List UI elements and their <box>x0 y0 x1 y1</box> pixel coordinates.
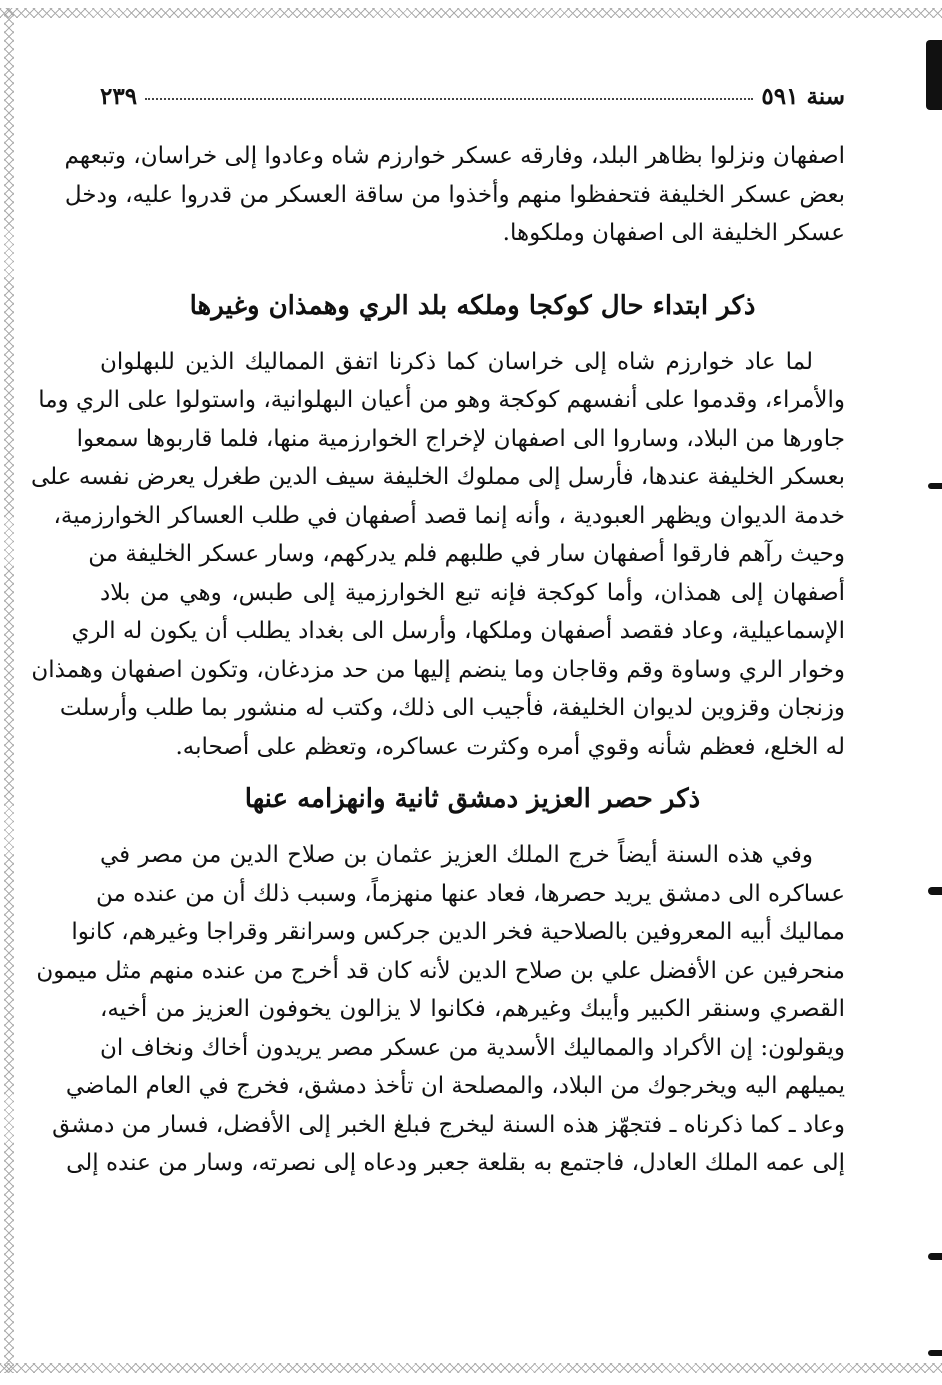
text-line: بعض عسكر الخليفة فتحفظوا منهم وأخذوا من ساقة العسكر من قدروا عليه، ودخل <box>64 181 845 208</box>
book-page <box>31 70 845 1183</box>
year-label: سنة ٥٩١ <box>761 83 845 110</box>
decorative-border-left <box>4 8 14 1373</box>
running-header <box>100 70 845 110</box>
text-line: والأمراء، وقدموا على أنفسهم كوكجة وهو من أعيان البهلوانية، واستولوا على الري وما <box>38 387 845 413</box>
page-number: ٢٣٩ <box>100 83 138 110</box>
text-line: بعسكر الخليفة عندها، فأرسل إلى مملوك الخليفة سيف الدين طغرل يعرض نفسه على <box>31 464 845 490</box>
text-line: خدمة الديوان ويظهر العبودية ، وأنه إنما قصد أصفهان في طلب العساكر الخوارزمية، <box>53 502 845 529</box>
text-line: وحيث رآهم فارقوا أصفهان سار في طلبهم فلم يدركهم، وسار عسكر الخليفة من <box>88 541 845 567</box>
decorative-border-top <box>0 8 942 18</box>
paragraph-2 <box>31 343 845 767</box>
paragraph-3 <box>36 836 845 1183</box>
section-heading-1: ذكر ابتداء حال كوكجا وملكه بلد الري وهمذان وغيرها <box>189 290 756 321</box>
text-line: إلى عمه الملك العادل، فاجتمع به بقلعة جعبر ودعاه إلى نصرته، وسار من عنده إلى <box>66 1150 845 1176</box>
page-edge-mark <box>928 1350 942 1356</box>
page-edge-mark <box>928 1253 942 1260</box>
text-line: له الخلع، فعظم شأنه وقوي أمره وكثرت عساكره، وتعظم على أصحابه. <box>175 733 845 760</box>
text-line: الإسماعيلية، وعاد فقصد أصفهان وملكها، وأرسل الى بغداد يطلب أن يكون له الري <box>71 618 845 644</box>
page-edge-mark <box>926 40 942 110</box>
text-line: منحرفين عن الأفضل علي بن صلاح الدين لأنه كان قد أخرج من عنده منهم مثل ميمون <box>36 957 845 984</box>
paragraph-1 <box>64 137 845 253</box>
text-line: مماليك أبيه المعروفين بالصلاحية فخر الدين جركس وسرانقر وقراجا وغيرهم، كانوا <box>71 919 845 945</box>
text-line: أصفهان إلى همذان، وأما كوكجة فإنه تبع الخوارزمية إلى طبس، وهي من بلاد <box>100 579 845 606</box>
section-heading-2: ذكر حصر العزيز دمشق ثانية وانهزامه عنها <box>244 784 701 814</box>
text-line: وزنجان وقزوين لديوان الخليفة، فأجيب الى ذلك، وكتب له منشور بما طلب وأرسلت <box>59 695 845 721</box>
text-line: لما عاد خوارزم شاه إلى خراسان كما ذكرنا اتفق المماليك الذين للبهلوان <box>100 348 813 375</box>
text-line: عسكر الخليفة الى اصفهان وملكوها. <box>502 220 845 246</box>
decorative-border-bottom <box>0 1363 942 1373</box>
text-line: يميلهم اليه ويخرجوك من البلاد، والمصلحة ان تأخذ دمشق، فخرج في العام الماضي <box>65 1073 845 1099</box>
text-line: وفي هذه السنة أيضاً خرج الملك العزيز عثمان بن صلاح الدين من مصر في <box>100 842 813 868</box>
page-edge-mark <box>928 483 942 489</box>
text-line: عساكره الى دمشق يريد حصرها، فعاد عنها منهزماً، وسبب ذلك أن من عنده من <box>96 880 845 907</box>
page-edge-mark <box>928 887 942 895</box>
text-line: ويقولون: إن الأكراد والمماليك الأسدية من عسكر مصر يريدون أخاك ونخاف ان <box>100 1034 845 1061</box>
text-line: القصري وسنقر الكبير وأيبك وغيرهم، فكانوا لا يزالون يخوفون العزيز من أخيه، <box>100 996 845 1022</box>
text-line: جاورها من البلاد، وساروا الى اصفهان لإخراج الخوارزمية منها، فلما قاربوها سمعوا <box>76 425 845 452</box>
text-line: وخوار الري وساوة وقم وقاجان وما ينضم إليها من حد مزدغان، وتكون اصفهان وهمذان <box>31 656 845 683</box>
text-line: وعاد ـ كما ذكرناه ـ فتجهّز هذه السنة ليخرج فبلغ الخبر إلى الأفضل، فسار من دمشق <box>52 1111 845 1138</box>
header-dotted-leader <box>145 97 753 100</box>
text-line: اصفهان ونزلوا بظاهر البلد، وفارقه عسكر خوارزم شاه وعادوا إلى خراسان، وتبعهم <box>64 143 845 169</box>
